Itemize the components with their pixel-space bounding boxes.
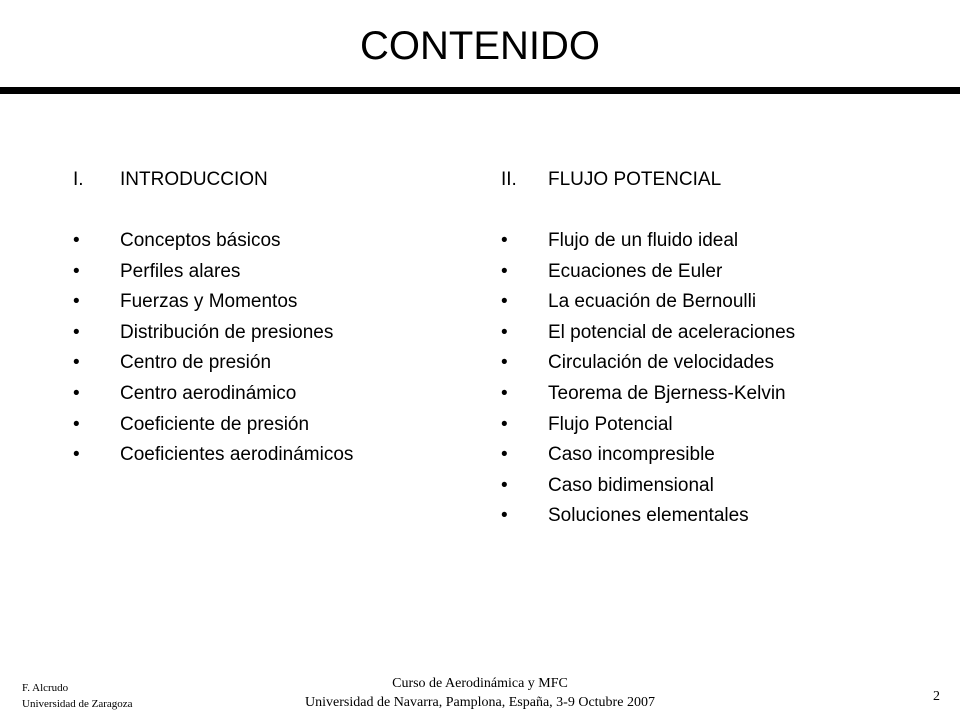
- section-flujo-potencial: [501, 165, 921, 532]
- bullet-icon: •: [501, 444, 508, 466]
- list-item: [73, 440, 473, 471]
- bullet-icon: •: [73, 382, 80, 404]
- title-divider: [0, 87, 960, 94]
- list-item-text: Perfiles alares: [120, 260, 241, 282]
- list-item: [501, 287, 921, 318]
- bullet-icon: •: [73, 444, 80, 466]
- list-item: [73, 287, 473, 318]
- list-item: [501, 440, 921, 471]
- bullet-icon: •: [501, 505, 508, 527]
- list-item: [73, 257, 473, 288]
- list-item-text: Caso incompresible: [548, 444, 715, 466]
- page-number: 2: [933, 689, 940, 704]
- bullet-icon: •: [73, 291, 80, 313]
- bullet-icon: •: [501, 260, 508, 282]
- section-number: I.: [73, 169, 84, 190]
- footer-venue: Universidad de Navarra, Pamplona, España, 3-9 Octubre 2007: [305, 695, 655, 710]
- bullet-icon: •: [73, 230, 80, 251]
- list-item-text: Flujo de un fluido ideal: [548, 230, 739, 251]
- section-introduccion: [73, 165, 473, 471]
- list-item-text: Distribución de presiones: [120, 321, 334, 343]
- list-item-text: Centro aerodinámico: [120, 382, 297, 404]
- slide-title: CONTENIDO: [360, 24, 600, 68]
- section-title: INTRODUCCION: [120, 169, 268, 190]
- list-item-text: Fuerzas y Momentos: [120, 291, 298, 313]
- bullet-icon: •: [501, 413, 508, 435]
- list-item-text: El potencial de aceleraciones: [548, 321, 796, 343]
- list-item: [501, 257, 921, 288]
- list-item-text: Soluciones elementales: [548, 505, 749, 527]
- section-heading: [73, 165, 473, 195]
- list-item: [501, 318, 921, 349]
- bullet-icon: •: [501, 230, 508, 251]
- section-heading: [501, 165, 921, 195]
- list-item-text: Teorema de Bjerness-Kelvin: [548, 382, 786, 404]
- bullet-icon: •: [501, 352, 508, 374]
- list-item: [73, 348, 473, 379]
- footer-author: F. Alcrudo: [22, 682, 69, 694]
- list-item: [501, 226, 921, 257]
- footer-course: Curso de Aerodinámica y MFC: [392, 676, 568, 691]
- bullet-icon: •: [73, 352, 80, 374]
- list-item: [501, 501, 921, 532]
- list-item-text: Caso bidimensional: [548, 474, 714, 496]
- bullet-icon: •: [73, 260, 80, 282]
- footer-course-block: [0, 674, 960, 712]
- list-item-text: Coeficientes aerodinámicos: [120, 444, 354, 466]
- list-item: [73, 226, 473, 257]
- bullet-list: [501, 226, 921, 532]
- bullet-icon: •: [501, 291, 508, 313]
- section-number: II.: [501, 169, 517, 190]
- bullet-icon: •: [73, 321, 80, 343]
- list-item-text: Coeficiente de presión: [120, 413, 310, 435]
- bullet-icon: •: [501, 474, 508, 496]
- list-item-text: Centro de presión: [120, 352, 272, 374]
- list-item: [73, 410, 473, 441]
- bullet-icon: •: [73, 413, 80, 435]
- bullet-icon: •: [501, 321, 508, 343]
- list-item: [73, 318, 473, 349]
- list-item-text: Ecuaciones de Euler: [548, 260, 723, 282]
- list-item: [501, 348, 921, 379]
- bullet-icon: •: [501, 382, 508, 404]
- list-item: [501, 379, 921, 410]
- section-title: FLUJO POTENCIAL: [548, 169, 722, 190]
- list-item: [501, 410, 921, 441]
- bullet-list: [73, 226, 473, 471]
- list-item-text: Circulación de velocidades: [548, 352, 775, 374]
- list-item-text: La ecuación de Bernoulli: [548, 291, 757, 313]
- list-item: [501, 471, 921, 502]
- footer-affiliation: Universidad de Zaragoza: [22, 698, 133, 710]
- list-item-text: Flujo Potencial: [548, 413, 673, 435]
- list-item-text: Conceptos básicos: [120, 230, 281, 251]
- list-item: [73, 379, 473, 410]
